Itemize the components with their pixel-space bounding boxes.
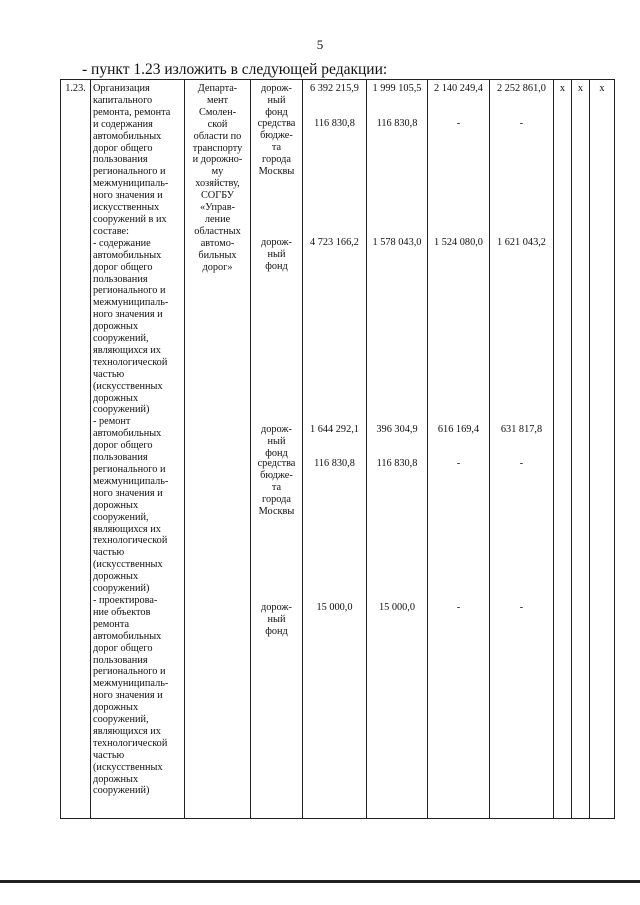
description-line: дорог общего: [93, 440, 153, 452]
description-line: пользования: [93, 154, 148, 166]
description-line: - проектирова-: [93, 594, 158, 606]
year1-cell: [367, 80, 428, 819]
executor-line: Смолен-: [198, 106, 237, 118]
funding-source: [251, 118, 302, 178]
description-line: - содержание: [93, 237, 151, 249]
funding-source-line: ный: [267, 435, 286, 447]
total-value: 6 392 215,9: [310, 83, 359, 94]
description-line: межмуниципаль-: [93, 297, 169, 309]
executor-line: хозяйству,: [195, 178, 240, 190]
x-cell-3: [590, 80, 615, 819]
total-value: 4 723 166,2: [310, 237, 359, 248]
description-line: являющихся их: [93, 344, 161, 356]
funding-source-line: ный: [267, 94, 286, 106]
description-line: пользования: [93, 452, 148, 464]
funding-source-line: та: [271, 141, 282, 153]
description-line: дорог общего: [93, 642, 153, 654]
page-number: 5: [316, 37, 324, 52]
x-cell-1: [554, 80, 572, 819]
description-line: сооружений): [93, 583, 150, 595]
executor-line: дорог»: [202, 261, 233, 273]
description-line: частью: [93, 749, 125, 761]
description-line: составе:: [93, 225, 129, 237]
description-line: регионального и: [93, 285, 166, 297]
description-line: технологической: [93, 356, 168, 368]
description-line: частью: [93, 368, 125, 380]
description-line: (искусственных: [93, 761, 163, 773]
year1-value: 116 830,8: [376, 118, 418, 129]
description-line: ремонта: [93, 618, 130, 630]
description-line: ние объектов: [93, 606, 151, 618]
description-line: технологической: [93, 737, 168, 749]
funding-source-line: ный: [267, 613, 286, 625]
year3-value: -: [519, 602, 524, 613]
total-value: 116 830,8: [314, 458, 355, 469]
funding-source-line: фонд: [265, 447, 288, 459]
x-mark: х: [577, 83, 584, 94]
description-line: дорог общего: [93, 142, 153, 154]
funding-source-line: бюдже-: [260, 469, 293, 481]
description-line: дорожных: [93, 499, 139, 511]
year3-value: 2 252 861,0: [497, 83, 546, 94]
total-value: 15 000,0: [316, 602, 353, 613]
executor-line: му: [211, 166, 224, 178]
funding-source-line: города: [262, 493, 291, 505]
executor-line: и дорожно-: [192, 154, 243, 166]
x-mark: х: [599, 83, 605, 94]
description-line: дорожных: [93, 702, 139, 714]
description-line: сооружений,: [93, 714, 149, 726]
funding-source-line: города: [262, 153, 291, 165]
description-line: искусственных: [93, 202, 160, 214]
year1-value: 1 578 043,0: [372, 237, 422, 248]
funding-source: [251, 83, 302, 119]
executor-line: областных: [194, 225, 241, 237]
description-line: сооружений,: [93, 511, 149, 523]
description-line: ного значения и: [93, 690, 163, 702]
funding-source-line: дорож-: [261, 602, 292, 613]
intro-text: - пункт 1.23 изложить в следующей редакции:: [82, 61, 388, 78]
description-line: межмуниципаль-: [93, 678, 169, 690]
funding-source-line: дорож-: [261, 237, 292, 248]
executor-line: ской: [207, 118, 228, 130]
table-row: [61, 80, 615, 819]
description-line: сооружений,: [93, 333, 149, 345]
description-line: дорожных: [93, 392, 139, 404]
executor-line: Департа-: [197, 83, 238, 94]
year3-value: 1 621 043,2: [497, 237, 546, 248]
description-line: автомобильных: [93, 630, 162, 642]
description-line: ремонта, ремонта: [93, 106, 171, 118]
description-line: сооружений в их: [93, 213, 167, 225]
description-line: регионального и: [93, 166, 166, 178]
x-mark: х: [559, 83, 566, 94]
funding-source-line: бюдже-: [260, 129, 293, 141]
description-line: - ремонт: [93, 416, 131, 428]
funding-source-line: средства: [257, 458, 296, 469]
row-number: 1.23.: [65, 83, 86, 94]
description-line: сооружений): [93, 785, 150, 797]
year2-value: 2 140 249,4: [434, 83, 483, 94]
year3-value: -: [519, 118, 524, 129]
description-line: межмуниципаль-: [93, 178, 169, 190]
executor-line: области по: [193, 130, 242, 142]
description-line: ного значения и: [93, 309, 163, 321]
year1-value: 15 000,0: [378, 602, 416, 613]
year2-value: -: [456, 602, 461, 613]
description-line: частью: [93, 547, 125, 559]
year1-value: 116 830,8: [376, 458, 418, 469]
executor-line: бильных: [198, 249, 237, 261]
description-line: (искусственных: [93, 380, 163, 392]
year2-cell: [428, 80, 490, 819]
source-cell: [251, 80, 303, 819]
executor-cell: [185, 80, 251, 819]
description-line: дорожных: [93, 773, 139, 785]
executor-line: транспорту: [192, 142, 243, 154]
year1-value: 1 999 105,5: [372, 83, 422, 94]
description-line: дорожных: [93, 571, 139, 583]
executor-line: «Управ-: [199, 202, 236, 214]
row-number-cell: [61, 80, 91, 819]
description-line: регионального и: [93, 464, 166, 475]
year1-value: 396 304,9: [376, 424, 418, 435]
total-value: 116 830,8: [314, 118, 355, 129]
executor-line: автомо-: [200, 237, 235, 249]
year2-value: -: [456, 458, 461, 469]
description-line: пользования: [93, 273, 148, 285]
year2-value: 616 169,4: [437, 424, 480, 435]
description-line: межмуниципаль-: [93, 475, 169, 487]
description-line: автомобильных: [93, 428, 162, 440]
funding-source-line: фонд: [265, 260, 288, 272]
description-line: автомобильных: [93, 130, 162, 142]
description-line: Организация: [93, 83, 150, 94]
funding-source-line: дорож-: [261, 83, 292, 94]
funding-source-line: средства: [257, 118, 296, 129]
total-value: 1 644 292,1: [310, 424, 359, 435]
description-line: ного значения и: [93, 190, 163, 202]
funding-source-line: ный: [267, 248, 286, 260]
year3-value: 631 817,8: [500, 424, 543, 435]
description-line: автомобильных: [93, 249, 162, 261]
total-cell: [303, 80, 367, 819]
row-description: [91, 80, 184, 797]
description-line: технологической: [93, 535, 168, 547]
funding-source-line: Москвы: [258, 165, 295, 177]
year3-value: -: [519, 458, 524, 469]
year2-value: 1 524 080,0: [434, 237, 483, 248]
executor-line: ление: [204, 213, 231, 225]
funding-source-line: фонд: [265, 106, 288, 118]
funding-source: [251, 237, 302, 273]
description-line: дорожных: [93, 321, 139, 333]
description-line: и содержания: [93, 118, 153, 130]
budget-table: [60, 79, 615, 819]
description-line: дорог общего: [93, 261, 153, 273]
executor-line: СОГБУ: [200, 190, 235, 202]
funding-source: [251, 602, 302, 638]
description-cell: [91, 80, 185, 819]
description-line: сооружений): [93, 404, 150, 416]
footer-rule: [0, 880, 640, 883]
description-line: пользования: [93, 654, 148, 666]
description-line: (искусственных: [93, 559, 163, 571]
description-line: капитального: [93, 94, 153, 106]
funding-source-line: Москвы: [258, 505, 295, 517]
funding-source: [251, 458, 302, 518]
executor-line: мент: [206, 94, 229, 106]
funding-source: [251, 424, 302, 460]
description-line: являющихся их: [93, 725, 161, 737]
description-line: являющихся их: [93, 523, 161, 535]
description-line: регионального и: [93, 666, 166, 678]
funding-source-line: та: [271, 481, 282, 493]
row-executor: [185, 80, 250, 274]
x-cell-2: [572, 80, 590, 819]
year2-value: -: [456, 118, 461, 129]
funding-source-line: дорож-: [261, 424, 292, 435]
funding-source-line: фонд: [265, 625, 288, 637]
description-line: ного значения и: [93, 487, 163, 499]
year3-cell: [490, 80, 554, 819]
